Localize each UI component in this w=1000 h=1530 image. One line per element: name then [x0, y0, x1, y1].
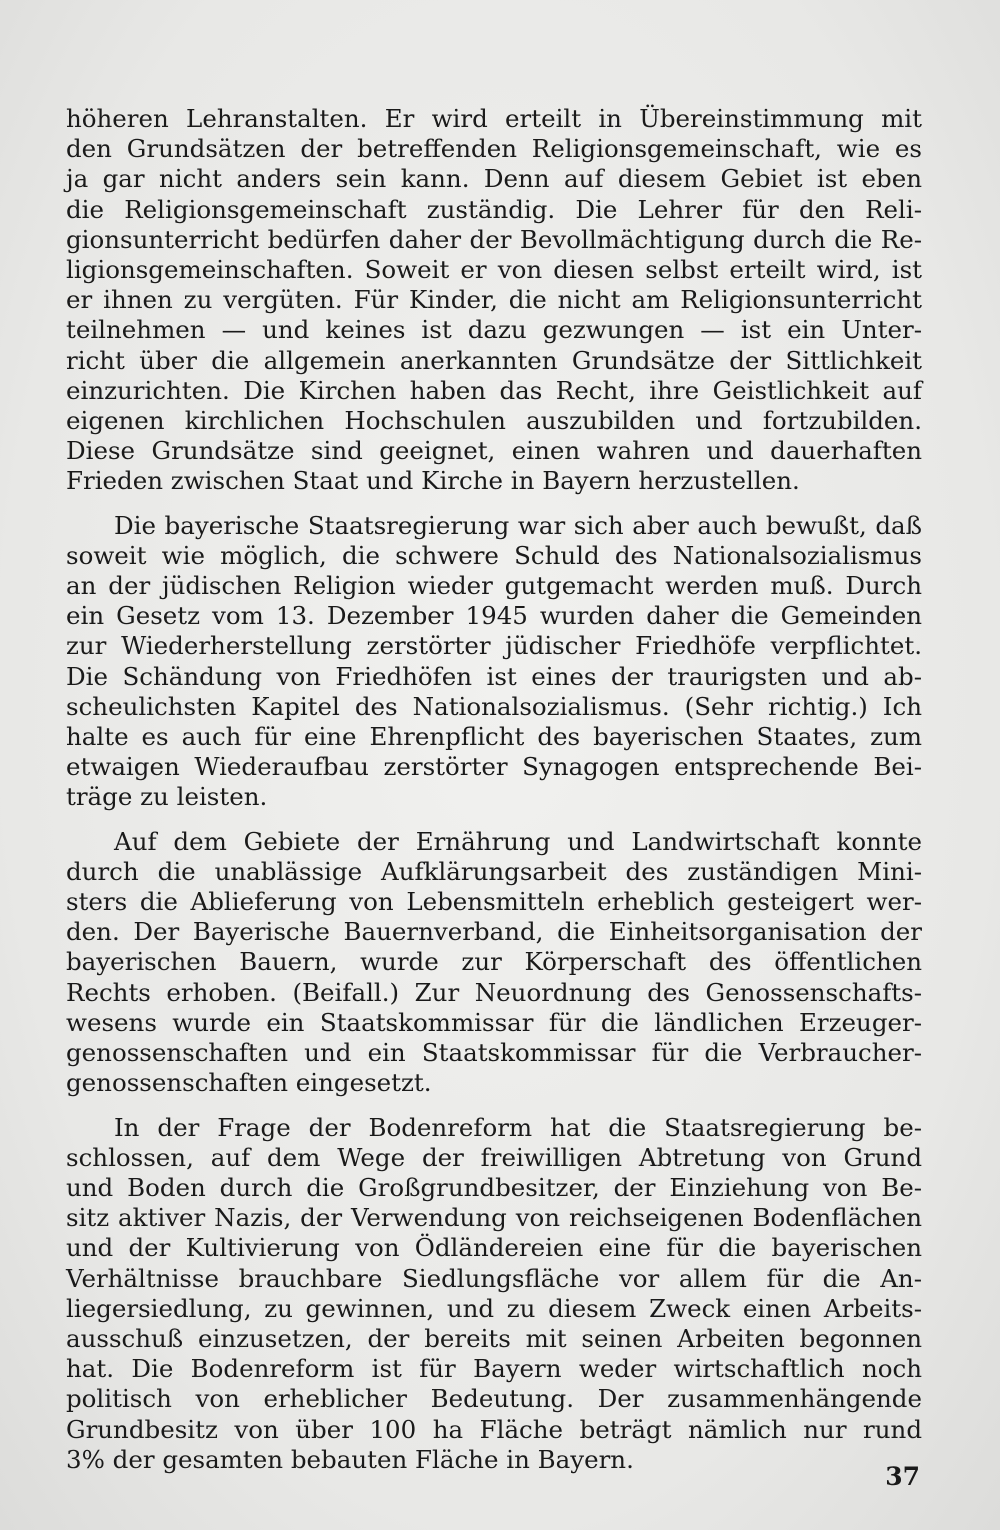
text-line: schlossen, auf dem Wege der freiwilligen Abtretung von Grund [66, 1142, 922, 1172]
text-line: Grundbesitz von über 100 ha Fläche beträgt nämlich nur rund [66, 1414, 922, 1444]
text-line: bayerischen Bauern, wurde zur Körperschaft des öffentlichen [66, 947, 922, 977]
text-line: er ihnen zu vergüten. Für Kinder, die nicht am Religionsunterricht [66, 285, 922, 315]
text-line: liegersiedlung, zu gewinnen, und zu diesem Zweck einen Arbeits- [66, 1293, 922, 1323]
text-line: Verhältnisse brauchbare Siedlungsfläche vor allem für die An- [66, 1263, 922, 1293]
text-line: ausschuß einzusetzen, der bereits mit seinen Arbeiten begonnen [66, 1323, 922, 1353]
text-line: und der Kultivierung von Ödländereien eine für die bayerischen [66, 1233, 922, 1263]
text-line: teilnehmen — und keines ist dazu gezwungen — ist ein Unter- [66, 315, 922, 345]
text-line: ligionsgemeinschaften. Soweit er von diesen selbst erteilt wird, ist [66, 255, 922, 285]
text-line: richt über die allgemein anerkannten Grundsätze der Sittlichkeit [66, 345, 922, 375]
text-line: genossenschaften eingesetzt. [66, 1068, 432, 1098]
text-line: Diese Grundsätze sind geeignet, einen wahren und dauerhaften [66, 436, 922, 466]
text-line: sitz aktiver Nazis, der Verwendung von reichseigenen Bodenflächen [66, 1203, 922, 1233]
text-line: 3% der gesamten bebauten Fläche in Bayern. [66, 1444, 634, 1474]
paragraph-jewish-religion [66, 511, 922, 813]
text-line: die Religionsgemeinschaft zuständig. Die Lehrer für den Reli- [66, 194, 922, 224]
text-line: soweit wie möglich, die schwere Schuld des Nationalsozialismus [66, 540, 922, 570]
text-line: gionsunterricht bedürfen daher der Bevollmächtigung durch die Re- [66, 224, 922, 254]
text-line: wesens wurde ein Staatskommissar für die ländlichen Erzeuger- [66, 1007, 922, 1037]
text-line: sters die Ablieferung von Lebensmitteln erheblich gesteigert wer- [66, 887, 922, 917]
text-line: träge zu leisten. [66, 782, 268, 812]
text-line: durch die unablässige Aufklärungsarbeit des zuständigen Mini- [66, 856, 922, 886]
text-line: zur Wiederherstellung zerstörter jüdischer Friedhöfe verpflichtet. [66, 631, 922, 661]
text-line: etwaigen Wiederaufbau zerstörter Synagogen entsprechende Bei- [66, 752, 922, 782]
text-line: politisch von erheblicher Bedeutung. Der zusammenhängende [66, 1384, 922, 1414]
paragraph-religious-education [66, 104, 922, 497]
text-line: genossenschaften und ein Staatskommissar für die Verbraucher- [66, 1038, 922, 1068]
text-line: Frieden zwischen Staat und Kirche in Bayern herzustellen. [66, 466, 800, 496]
text-line: Die Schändung von Friedhöfen ist eines der traurigsten und ab- [66, 661, 922, 691]
text-line: einzurichten. Die Kirchen haben das Recht, ihre Geistlichkeit auf [66, 375, 922, 405]
text-line: ja gar nicht anders sein kann. Denn auf diesem Gebiet ist eben [66, 164, 922, 194]
text-line: an der jüdischen Religion wieder gutgemacht werden muß. Durch [66, 571, 922, 601]
paragraph-land-reform [66, 1113, 922, 1475]
text-line: In der Frage der Bodenreform hat die Staatsregierung be- [114, 1112, 922, 1142]
text-line: eigenen kirchlichen Hochschulen auszubilden und fortzubilden. [66, 406, 922, 436]
text-line: Die bayerische Staatsregierung war sich aber auch bewußt, daß [114, 510, 922, 540]
text-line: hat. Die Bodenreform ist für Bayern weder wirtschaftlich noch [66, 1354, 922, 1384]
text-line: Auf dem Gebiete der Ernährung und Landwirtschaft konnte [114, 826, 922, 856]
text-line: Rechts erhoben. (Beifall.) Zur Neuordnung des Genossenschafts- [66, 977, 922, 1007]
paragraph-agriculture [66, 827, 922, 1099]
body-text [66, 104, 922, 1475]
text-line: den. Der Bayerische Bauernverband, die Einheitsorganisation der [66, 917, 922, 947]
text-line: den Grundsätzen der betreffenden Religionsgemeinschaft, wie es [66, 134, 922, 164]
text-line: und Boden durch die Großgrundbesitzer, der Einziehung von Be- [66, 1172, 922, 1202]
text-line: scheulichsten Kapitel des Nationalsozialismus. (Sehr richtig.) Ich [66, 691, 922, 721]
text-line: höheren Lehranstalten. Er wird erteilt in Übereinstimmung mit [66, 104, 922, 133]
text-line: ein Gesetz vom 13. Dezember 1945 wurden daher die Gemeinden [66, 601, 922, 631]
page-number: 37 [885, 1462, 920, 1491]
text-line: halte es auch für eine Ehrenpflicht des bayerischen Staates, zum [66, 722, 922, 752]
